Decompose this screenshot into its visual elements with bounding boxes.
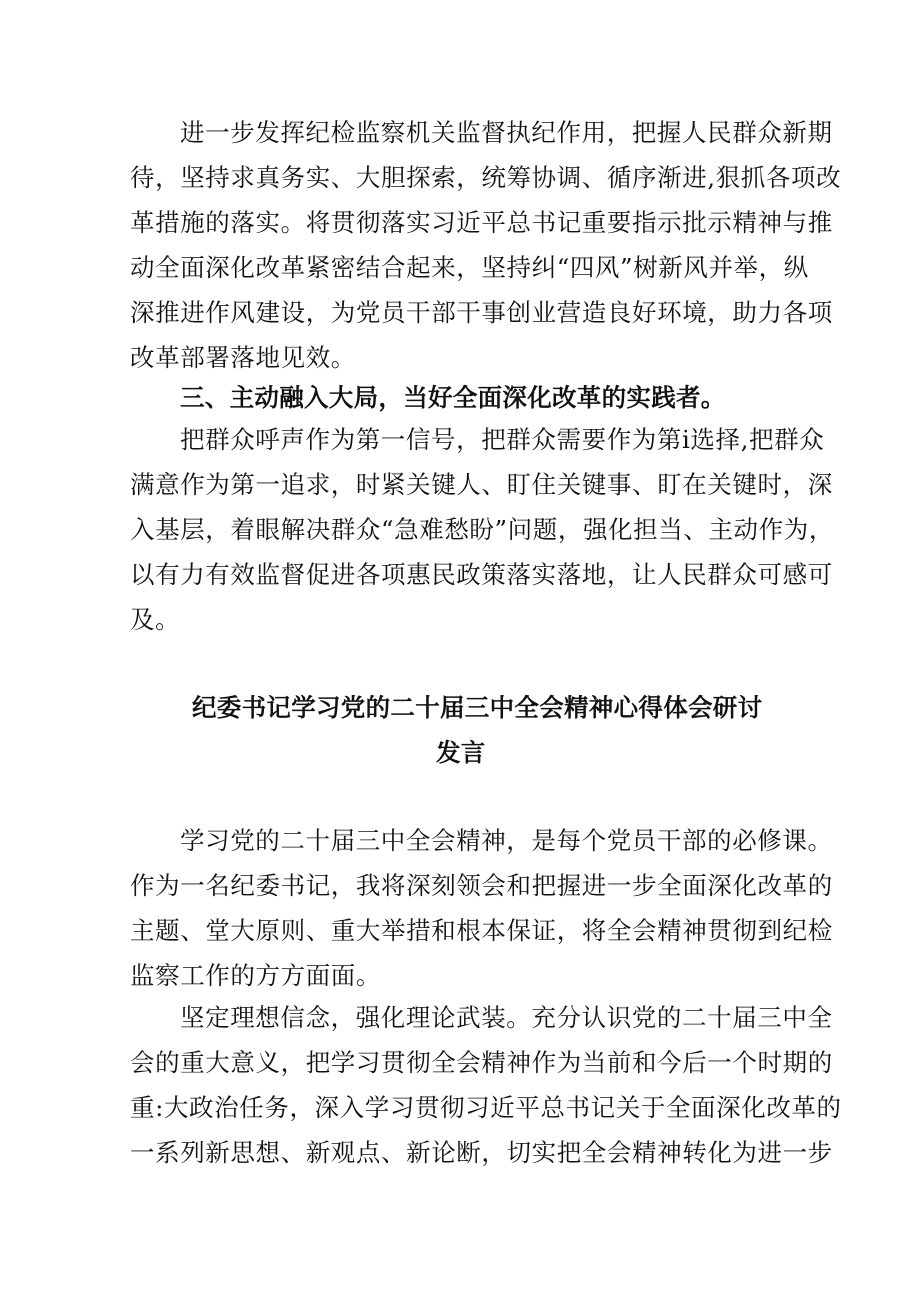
- paragraph-1-line-1: 进一步发挥纪检监察机关监督执纪作用，把握人民群众新期: [180, 118, 833, 147]
- paragraph-1-line-4: 动全面深化改革紧密结合起来，坚持纠“四风”树新风并举，纵: [130, 253, 809, 282]
- paragraph-3-line-3: 主题、堂大原则、重大举措和根本保证，将全会精神贯彻到纪检: [130, 916, 833, 945]
- paragraph-1-line-3: 革措施的落实。将贯彻落实习近平总书记重要指示批示精神与推: [130, 208, 833, 237]
- paragraph-1-line-5: 深推进作风建设，为党员干部干事创业营造良好环境，助力各项: [130, 298, 833, 327]
- paragraph-2-line-5: 及。: [130, 605, 181, 634]
- article-title-line-1: 纪委书记学习党的二十届三中全会精神心得体会研讨: [192, 693, 763, 722]
- paragraph-4-line-3: 重:大政治任务，深入学习贯彻习近平总书记关于全面深化改革的: [130, 1093, 842, 1122]
- paragraph-4-line-4: 一系列新思想、新观点、新论断，切实把全会精神转化为进一步: [130, 1138, 833, 1167]
- paragraph-2-line-3: 入基层，着眼解决群众“急难愁盼”问题，强化担当、主动作为，: [130, 515, 834, 544]
- paragraph-3-line-1: 学习党的二十届三中全会精神，是每个党员干部的必修课。: [180, 826, 833, 855]
- article-title-line-2: 发言: [436, 738, 486, 767]
- paragraph-2-line-2: 满意作为第一追求，时紧关键人、盯住关键事、盯在关键时，深: [130, 470, 833, 499]
- paragraph-3-line-4: 监察工作的方方面面。: [130, 961, 381, 990]
- paragraph-4-line-1: 坚定理想信念，强化理论武装。充分认识党的二十届三中全: [180, 1003, 833, 1032]
- paragraph-3-line-2: 作为一名纪委书记，我将深刻领会和把握进一步全面深化改革的: [130, 871, 833, 900]
- paragraph-2-line-1: 把群众呼声作为第一信号，把群众需要作为第i选择,把群众: [180, 425, 825, 454]
- paragraph-4-line-2: 会的重大意义，把学习贯彻全会精神作为当前和今后一个时期的: [130, 1048, 833, 1077]
- section-heading-3: 三、主动融入大局，当好全面深化改革的实践者。: [180, 383, 726, 412]
- paragraph-1-line-6: 改革部署落地见效。: [130, 343, 356, 372]
- paragraph-2-line-4: 以有力有效监督促进各项惠民政策落实落地，让人民群众可感可: [130, 560, 833, 589]
- paragraph-1-line-2: 待，坚持求真务实、大胆探索，统筹协调、循序渐进,狠抓各项改: [130, 163, 842, 192]
